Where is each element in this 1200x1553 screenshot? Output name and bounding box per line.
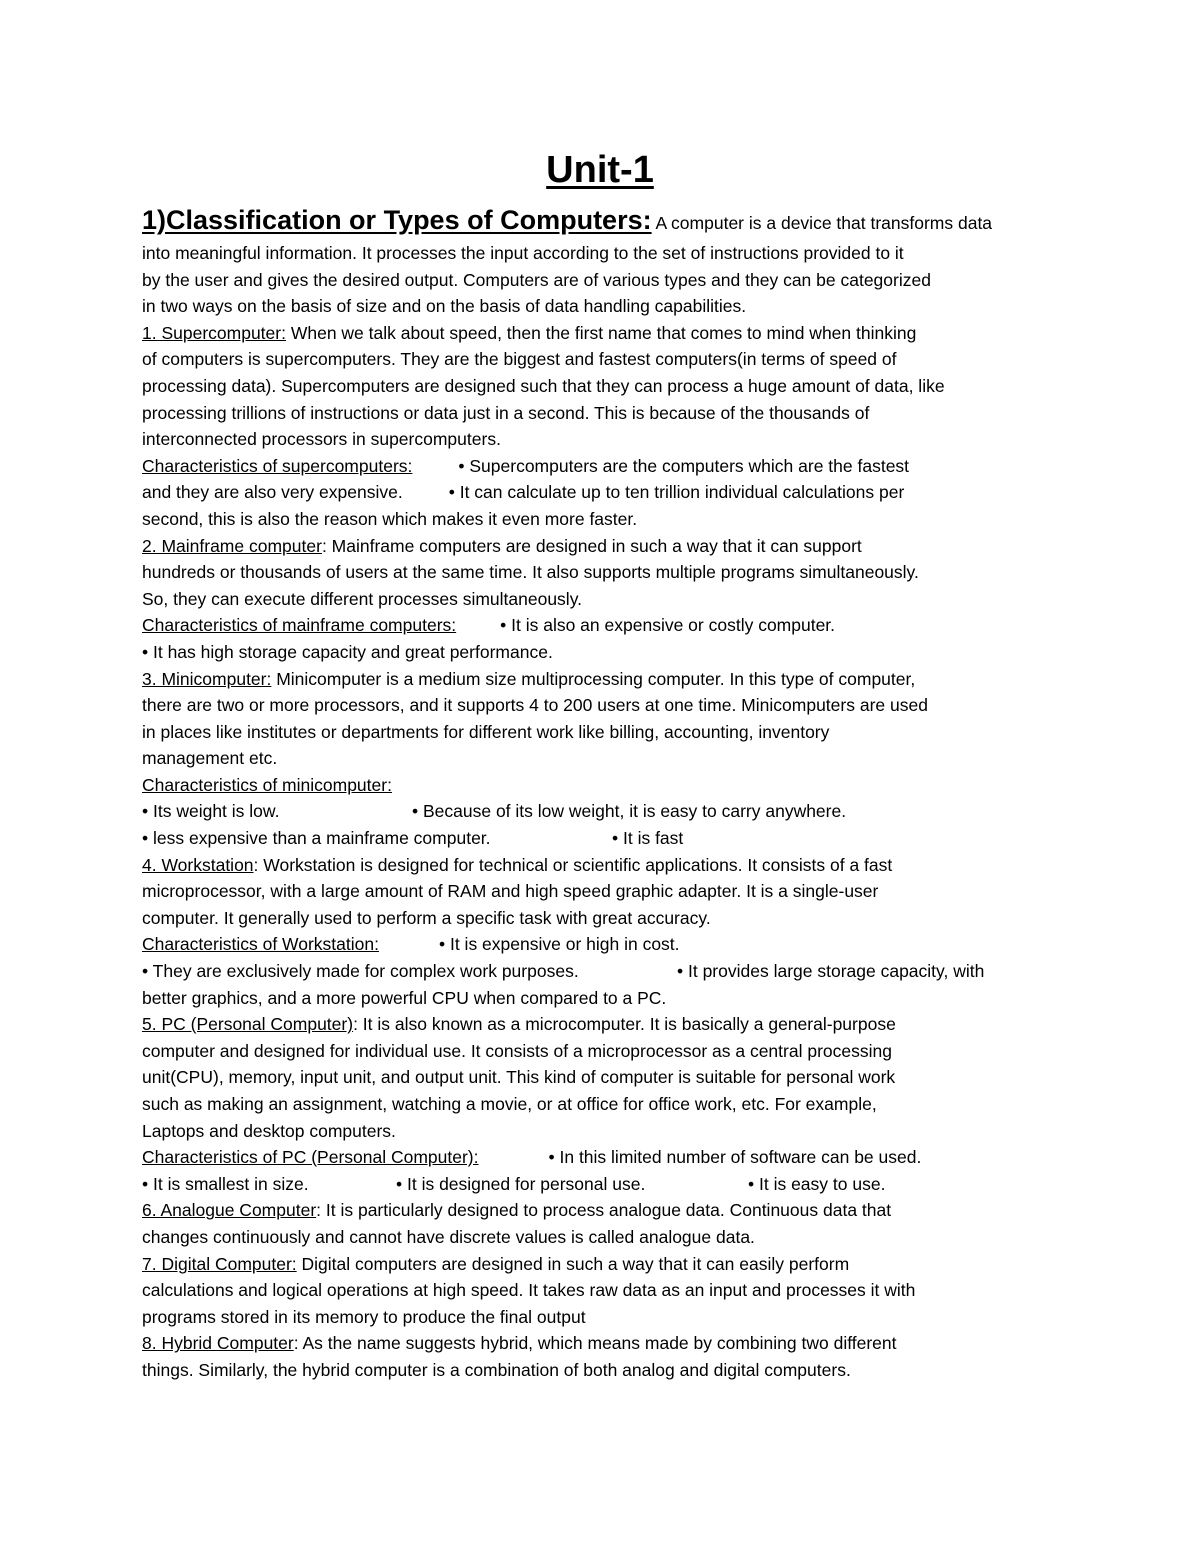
section-heading: 1)Classification or Types of Computers: bbox=[142, 205, 652, 235]
characteristics-line bbox=[142, 772, 1077, 799]
document-body bbox=[142, 200, 1077, 1384]
bullet-item: • It is expensive or high in cost. bbox=[438, 934, 680, 955]
analogue-line bbox=[142, 1197, 1077, 1224]
bullet-item: • It has high storage capacity and great performance. bbox=[142, 641, 553, 662]
pc-line bbox=[142, 1011, 1077, 1038]
pc-heading: 5. PC (Personal Computer) bbox=[142, 1014, 354, 1035]
bullet-item: • They are exclusively made for complex work purposes. bbox=[142, 961, 579, 982]
digital-text: Digital computers are designed in such a way that it can easily perform bbox=[296, 1253, 850, 1274]
text-line: hundreds or thousands of users at the same time. It also supports multiple programs simultaneously. bbox=[142, 562, 919, 583]
text-line: better graphics, and a more powerful CPU when compared to a PC. bbox=[142, 987, 667, 1008]
text-line: programs stored in its memory to produce the final output bbox=[142, 1306, 586, 1327]
digital-heading: 7. Digital Computer: bbox=[142, 1253, 297, 1274]
text-line: microprocessor, with a large amount of RAM and high speed graphic adapter. It is a single-user bbox=[142, 881, 879, 902]
characteristics-mainframe-heading: Characteristics of mainframe computers: bbox=[142, 615, 457, 636]
bullet-item: • It is smallest in size. bbox=[142, 1173, 309, 1194]
supercomputer-heading: 1. Supercomputer: bbox=[142, 322, 286, 343]
text-line: unit(CPU), memory, input unit, and output unit. This kind of computer is suitable for personal work bbox=[142, 1067, 896, 1088]
bullet-line bbox=[142, 798, 1077, 825]
characteristics-line bbox=[142, 931, 1077, 958]
text-line: So, they can execute different processes simultaneously. bbox=[142, 588, 583, 609]
minicomputer-line bbox=[142, 666, 1077, 693]
mainframe-heading: 2. Mainframe computer bbox=[142, 535, 322, 556]
section-heading-line bbox=[142, 200, 1077, 240]
bullet-item: • It provides large storage capacity, with bbox=[677, 961, 985, 982]
text-segment: and they are also very expensive. bbox=[142, 482, 403, 503]
text-line: processing data). Supercomputers are designed such that they can process a huge amount of data, like bbox=[142, 375, 945, 396]
characteristics-line bbox=[142, 612, 1077, 639]
hybrid-heading: 8. Hybrid Computer bbox=[142, 1333, 294, 1354]
text-line: second, this is also the reason which makes it even more faster. bbox=[142, 508, 638, 529]
workstation-text: : Workstation is designed for technical or scientific applications. It consists of a fast bbox=[253, 854, 893, 875]
characteristics-minicomputer-heading: Characteristics of minicomputer: bbox=[142, 774, 392, 795]
text-line: computer and designed for individual use. It consists of a microprocessor as a central processing bbox=[142, 1040, 892, 1061]
workstation-line bbox=[142, 852, 1077, 879]
characteristics-supercomputers-heading: Characteristics of supercomputers: bbox=[142, 455, 413, 476]
text-line: in two ways on the basis of size and on the basis of data handling capabilities. bbox=[142, 296, 747, 317]
text-line: changes continuously and cannot have discrete values is called analogue data. bbox=[142, 1226, 755, 1247]
text-line: into meaningful information. It processes the input according to the set of instructions provided to it bbox=[142, 243, 904, 263]
text-line: of computers is supercomputers. They are the biggest and fastest computers(in terms of speed of bbox=[142, 349, 897, 370]
supercomputer-line bbox=[142, 320, 1077, 347]
text-line: in places like institutes or departments for different work like billing, accounting, inventory bbox=[142, 721, 830, 742]
bullet-line bbox=[142, 958, 1077, 985]
bullet-item: • It is designed for personal use. bbox=[396, 1173, 646, 1194]
page-title: Unit-1 bbox=[546, 149, 654, 191]
text-line: things. Similarly, the hybrid computer is a combination of both analog and digital computers. bbox=[142, 1359, 851, 1380]
hybrid-line bbox=[142, 1330, 1077, 1357]
analogue-heading: 6. Analogue Computer bbox=[142, 1200, 317, 1221]
bullet-item: • Because of its low weight, it is easy to carry anywhere. bbox=[412, 801, 847, 822]
bullet-item: • It is also an expensive or costly computer. bbox=[500, 615, 836, 636]
text-line: interconnected processors in supercomputers. bbox=[142, 429, 501, 450]
characteristics-workstation-heading: Characteristics of Workstation: bbox=[142, 934, 379, 955]
bullet-line bbox=[142, 1171, 1077, 1198]
digital-line bbox=[142, 1251, 1077, 1278]
workstation-heading: 4. Workstation bbox=[142, 854, 254, 875]
text-line: Laptops and desktop computers. bbox=[142, 1120, 396, 1141]
bullet-item: • It is easy to use. bbox=[748, 1173, 886, 1194]
text-line: by the user and gives the desired output. Computers are of various types and they can be categorized bbox=[142, 269, 931, 290]
text-line: management etc. bbox=[142, 748, 278, 769]
supercomputer-text: When we talk about speed, then the first name that comes to mind when thinking bbox=[285, 322, 917, 343]
characteristics-line bbox=[142, 1144, 1077, 1171]
bullet-item: • It is fast bbox=[612, 828, 684, 849]
analogue-text: : It is particularly designed to process analogue data. Continuous data that bbox=[316, 1200, 892, 1221]
hybrid-text: : As the name suggests hybrid, which means made by combining two different bbox=[293, 1333, 897, 1354]
characteristics-line bbox=[142, 453, 1077, 480]
text-line: calculations and logical operations at high speed. It takes raw data as an input and processes it with bbox=[142, 1280, 916, 1301]
pc-text: : It is also known as a microcomputer. It is basically a general-purpose bbox=[353, 1014, 896, 1035]
mainframe-text: : Mainframe computers are designed in such a way that it can support bbox=[321, 535, 862, 556]
text-line: such as making an assignment, watching a movie, or at office for office work, etc. For example, bbox=[142, 1094, 877, 1114]
bullet-item: • It can calculate up to ten trillion individual calculations per bbox=[448, 482, 905, 503]
bullet-item: • less expensive than a mainframe computer. bbox=[142, 828, 491, 849]
bullet-line bbox=[142, 825, 1077, 852]
intro-text: A computer is a device that transforms data bbox=[651, 213, 993, 233]
mainframe-line bbox=[142, 533, 1077, 560]
bullet-item: • In this limited number of software can be used. bbox=[548, 1147, 922, 1168]
minicomputer-heading: 3. Minicomputer: bbox=[142, 668, 272, 689]
characteristics-pc-heading: Characteristics of PC (Personal Computer): bbox=[142, 1147, 479, 1168]
text-line: there are two or more processors, and it supports 4 to 200 users at one time. Minicomputers are used bbox=[142, 695, 928, 716]
bullet-item: • Its weight is low. bbox=[142, 801, 280, 822]
text-line: computer. It generally used to perform a specific task with great accuracy. bbox=[142, 907, 711, 928]
bullet-item: • Supercomputers are the computers which are the fastest bbox=[458, 455, 910, 476]
text-line: processing trillions of instructions or data just in a second. This is because of the thousands of bbox=[142, 402, 870, 423]
minicomputer-text: Minicomputer is a medium size multiprocessing computer. In this type of computer, bbox=[271, 668, 916, 689]
bullet-line bbox=[142, 479, 1077, 506]
